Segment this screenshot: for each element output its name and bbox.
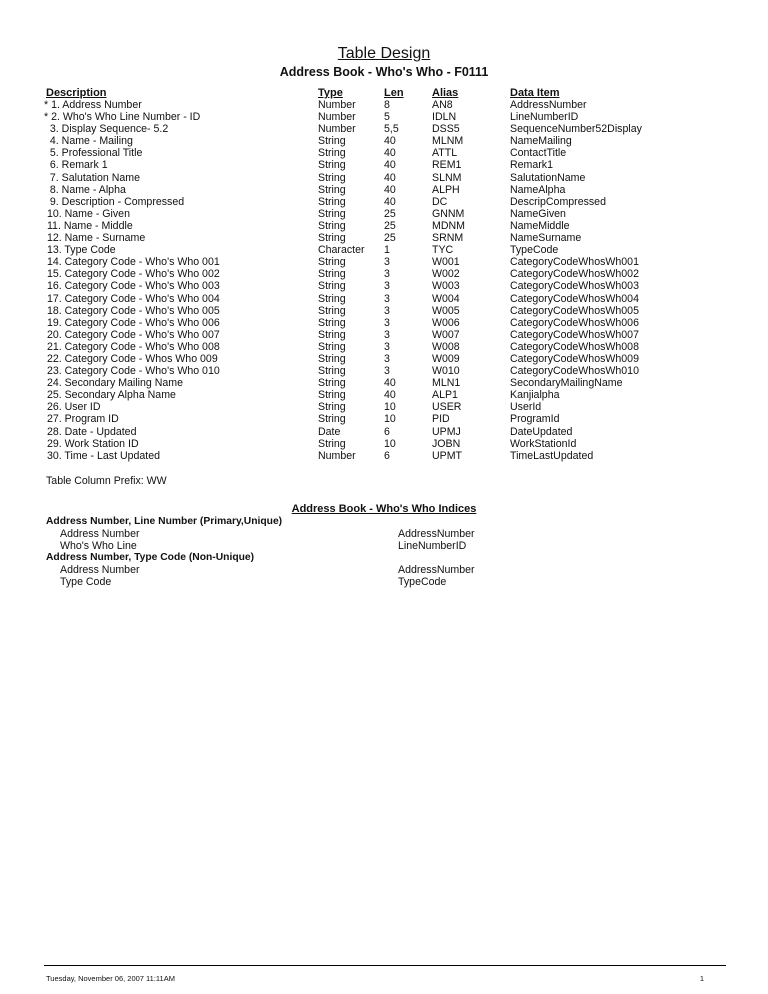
field-description: 3. Display Sequence- 5.2 [44, 123, 169, 136]
field-description: 17. Category Code - Who's Who 004 [44, 292, 220, 305]
table-row [44, 99, 734, 111]
field-data-item: AddressNumber [510, 99, 587, 111]
field-description: 23. Category Code - Who's Who 010 [44, 365, 220, 378]
field-description: 13. Type Code [44, 244, 116, 257]
indices-list [46, 516, 646, 588]
field-data-item: CategoryCodeWhosWh003 [510, 280, 639, 293]
table-row [44, 123, 734, 135]
field-len: 40 [384, 159, 396, 172]
field-data-item: CategoryCodeWhosWh002 [510, 268, 639, 281]
field-len: 3 [384, 304, 390, 317]
field-type: String [318, 280, 346, 293]
field-len: 3 [384, 256, 390, 269]
field-len: 10 [384, 413, 396, 426]
field-type: String [318, 328, 346, 341]
field-description: 15. Category Code - Who's Who 002 [44, 268, 220, 281]
index-data-item: AddressNumber [398, 528, 475, 540]
field-description: 14. Category Code - Who's Who 001 [44, 256, 220, 269]
field-type: Number [318, 123, 356, 136]
field-alias: W002 [432, 268, 460, 281]
field-data-item: CategoryCodeWhosWh001 [510, 256, 639, 269]
field-len: 10 [384, 437, 396, 450]
table-row [44, 184, 734, 196]
field-description: 5. Professional Title [44, 147, 143, 160]
header-type: Type [318, 87, 343, 99]
table-row [44, 317, 734, 329]
field-description: 16. Category Code - Who's Who 003 [44, 280, 220, 293]
field-len: 40 [384, 135, 396, 148]
table-row [44, 377, 734, 389]
field-len: 40 [384, 195, 396, 208]
field-description: 4. Name - Mailing [44, 135, 133, 148]
table-row [44, 172, 734, 184]
field-type: String [318, 292, 346, 305]
field-description: 19. Category Code - Who's Who 006 [44, 316, 220, 329]
field-data-item: Remark1 [510, 159, 553, 172]
index-column: Who's Who Line [60, 540, 137, 552]
field-type: String [318, 316, 346, 329]
field-alias: W006 [432, 316, 460, 329]
field-type: String [318, 207, 346, 220]
table-row [44, 389, 734, 401]
field-description: 10. Name - Given [44, 207, 130, 220]
table-row [44, 426, 734, 438]
field-alias: REM1 [432, 159, 462, 172]
field-description: 21. Category Code - Who's Who 008 [44, 340, 220, 353]
field-description: 26. User ID [44, 401, 101, 414]
page-title: Table Design [337, 45, 431, 62]
index-row [46, 576, 646, 588]
index-data-item: LineNumberID [398, 540, 467, 552]
footer-page-number: 1 [699, 974, 704, 983]
field-len: 5 [384, 111, 390, 124]
field-description: 20. Category Code - Who's Who 007 [44, 328, 220, 341]
field-alias: DSS5 [432, 123, 460, 136]
field-data-item: SequenceNumber52Display [510, 123, 642, 136]
field-type: String [318, 377, 346, 390]
field-data-item: TypeCode [510, 244, 559, 257]
field-alias: MLNM [432, 135, 464, 148]
field-description: 8. Name - Alpha [44, 183, 126, 196]
field-len: 3 [384, 328, 390, 341]
index-heading: Address Number, Type Code (Non-Unique) [46, 552, 255, 563]
table-row [44, 353, 734, 365]
table-row [44, 450, 734, 462]
field-data-item: CategoryCodeWhosWh009 [510, 352, 639, 365]
field-alias: ATTL [432, 147, 458, 160]
field-type: String [318, 389, 346, 402]
table-row [44, 401, 734, 413]
field-len: 3 [384, 292, 390, 305]
table-row [44, 208, 734, 220]
header-data-item: Data Item [510, 87, 560, 99]
field-type: String [318, 304, 346, 317]
field-data-item: CategoryCodeWhosWh005 [510, 304, 639, 317]
field-len: 10 [384, 401, 396, 414]
field-alias: IDLN [432, 111, 457, 124]
field-description: 11. Name - Middle [44, 219, 133, 232]
table-row [44, 147, 734, 159]
field-data-item: Kanjialpha [510, 389, 560, 402]
footer-timestamp: Tuesday, November 06, 2007 11:11AM [46, 974, 175, 983]
field-description: 12. Name - Surname [44, 232, 146, 245]
field-data-item: ContactTitle [510, 147, 567, 160]
table-row [44, 305, 734, 317]
indices-title: Address Book - Who's Who Indices [291, 503, 477, 515]
field-alias: W008 [432, 340, 460, 353]
field-type: Number [318, 99, 356, 111]
field-len: 25 [384, 232, 396, 245]
field-alias: SRNM [432, 232, 464, 245]
field-len: 25 [384, 219, 396, 232]
field-description: 9. Description - Compressed [44, 195, 185, 208]
table-row [44, 111, 734, 123]
field-type: String [318, 159, 346, 172]
field-len: 3 [384, 365, 390, 378]
index-column: Address Number [60, 528, 140, 540]
field-type: String [318, 256, 346, 269]
field-data-item: WorkStationId [510, 437, 577, 450]
field-len: 40 [384, 171, 396, 184]
field-len: 6 [384, 425, 390, 438]
column-prefix: Table Column Prefix: WW [46, 475, 167, 487]
field-type: String [318, 135, 346, 148]
table-row [44, 280, 734, 292]
field-type: Number [318, 449, 356, 462]
field-type: String [318, 413, 346, 426]
field-alias: W004 [432, 292, 460, 305]
field-data-item: NameGiven [510, 207, 566, 220]
field-description: 18. Category Code - Who's Who 005 [44, 304, 220, 317]
table-row [44, 413, 734, 425]
footer-divider [44, 965, 726, 966]
field-type: String [318, 352, 346, 365]
table-row [44, 365, 734, 377]
field-len: 40 [384, 183, 396, 196]
index-data-item: TypeCode [398, 576, 447, 588]
field-data-item: CategoryCodeWhosWh006 [510, 316, 639, 329]
field-len: 6 [384, 449, 390, 462]
field-len: 3 [384, 340, 390, 353]
field-description: 27. Program ID [44, 413, 119, 426]
field-data-item: ProgramId [510, 413, 560, 426]
field-data-item: NameMailing [510, 135, 572, 148]
index-heading: Address Number, Line Number (Primary,Unique) [46, 516, 283, 527]
field-data-item: CategoryCodeWhosWh004 [510, 292, 639, 305]
field-data-item: NameAlpha [510, 183, 566, 196]
field-description: 28. Date - Updated [44, 425, 137, 438]
field-len: 40 [384, 377, 396, 390]
field-len: 40 [384, 389, 396, 402]
field-alias: W001 [432, 256, 460, 269]
field-alias: SLNM [432, 171, 462, 184]
field-data-item: CategoryCodeWhosWh007 [510, 328, 639, 341]
field-len: 3 [384, 280, 390, 293]
field-type: String [318, 365, 346, 378]
field-data-item: CategoryCodeWhosWh010 [510, 365, 639, 378]
table-row [44, 135, 734, 147]
field-alias: ALPH [432, 183, 460, 196]
field-alias: UPMJ [432, 425, 461, 438]
field-type: String [318, 219, 346, 232]
field-data-item: TimeLastUpdated [510, 449, 594, 462]
field-alias: GNNM [432, 207, 465, 220]
field-alias: W007 [432, 328, 460, 341]
field-type: String [318, 171, 346, 184]
field-description: * 1. Address Number [44, 99, 142, 111]
field-len: 3 [384, 352, 390, 365]
field-type: String [318, 183, 346, 196]
table-row [44, 256, 734, 268]
field-table [44, 99, 734, 462]
field-data-item: UserId [510, 401, 542, 414]
index-column: Type Code [60, 576, 112, 588]
table-row [44, 438, 734, 450]
table-row [44, 220, 734, 232]
table-row [44, 293, 734, 305]
page-subtitle: Address Book - Who's Who - F0111 [279, 65, 489, 79]
field-alias: AN8 [432, 99, 453, 111]
field-len: 25 [384, 207, 396, 220]
field-len: 3 [384, 268, 390, 281]
field-description: 29. Work Station ID [44, 437, 139, 450]
field-description: 6. Remark 1 [44, 159, 108, 172]
field-len: 5,5 [384, 123, 399, 136]
field-description: 7. Salutation Name [44, 171, 140, 184]
field-description: * 2. Who's Who Line Number - ID [44, 111, 201, 124]
field-type: Character [318, 244, 365, 257]
field-alias: MDNM [432, 219, 465, 232]
field-alias: TYC [432, 244, 454, 257]
field-type: String [318, 232, 346, 245]
header-description: Description [46, 87, 107, 99]
field-type: String [318, 268, 346, 281]
field-data-item: NameMiddle [510, 219, 570, 232]
field-description: 22. Category Code - Whos Who 009 [44, 352, 218, 365]
field-data-item: NameSurname [510, 232, 582, 245]
field-data-item: LineNumberID [510, 111, 579, 124]
table-row [44, 341, 734, 353]
index-column: Address Number [60, 564, 140, 576]
header-len: Len [384, 87, 404, 99]
field-description: 30. Time - Last Updated [44, 449, 161, 462]
header-alias: Alias [432, 87, 459, 99]
table-row [44, 196, 734, 208]
field-alias: ALP1 [432, 389, 458, 402]
field-alias: UPMT [432, 449, 463, 462]
field-type: String [318, 195, 346, 208]
field-alias: W005 [432, 304, 460, 317]
table-row [44, 268, 734, 280]
field-data-item: DateUpdated [510, 425, 573, 438]
field-len: 40 [384, 147, 396, 160]
field-type: String [318, 340, 346, 353]
field-alias: USER [432, 401, 462, 414]
field-len: 1 [384, 244, 390, 257]
index-row [46, 540, 646, 552]
index-data-item: AddressNumber [398, 564, 475, 576]
field-len: 3 [384, 316, 390, 329]
field-len: 8 [384, 99, 390, 111]
field-type: String [318, 401, 346, 414]
field-alias: PID [432, 413, 450, 426]
field-alias: W009 [432, 352, 460, 365]
table-row [44, 329, 734, 341]
field-data-item: DescripCompressed [510, 195, 606, 208]
field-alias: W010 [432, 365, 460, 378]
index-row [46, 564, 646, 576]
field-description: 25. Secondary Alpha Name [44, 389, 176, 402]
field-alias: JOBN [432, 437, 461, 450]
field-alias: W003 [432, 280, 460, 293]
field-data-item: CategoryCodeWhosWh008 [510, 340, 639, 353]
table-row [44, 232, 734, 244]
field-type: Number [318, 111, 356, 124]
index-row [46, 528, 646, 540]
field-type: String [318, 437, 346, 450]
table-row [44, 159, 734, 171]
table-row [44, 244, 734, 256]
field-description: 24. Secondary Mailing Name [44, 377, 183, 390]
field-data-item: SalutationName [510, 171, 586, 184]
field-alias: DC [432, 195, 448, 208]
field-alias: MLN1 [432, 377, 461, 390]
field-data-item: SecondaryMailingName [510, 377, 623, 390]
field-type: Date [318, 425, 341, 438]
field-type: String [318, 147, 346, 160]
